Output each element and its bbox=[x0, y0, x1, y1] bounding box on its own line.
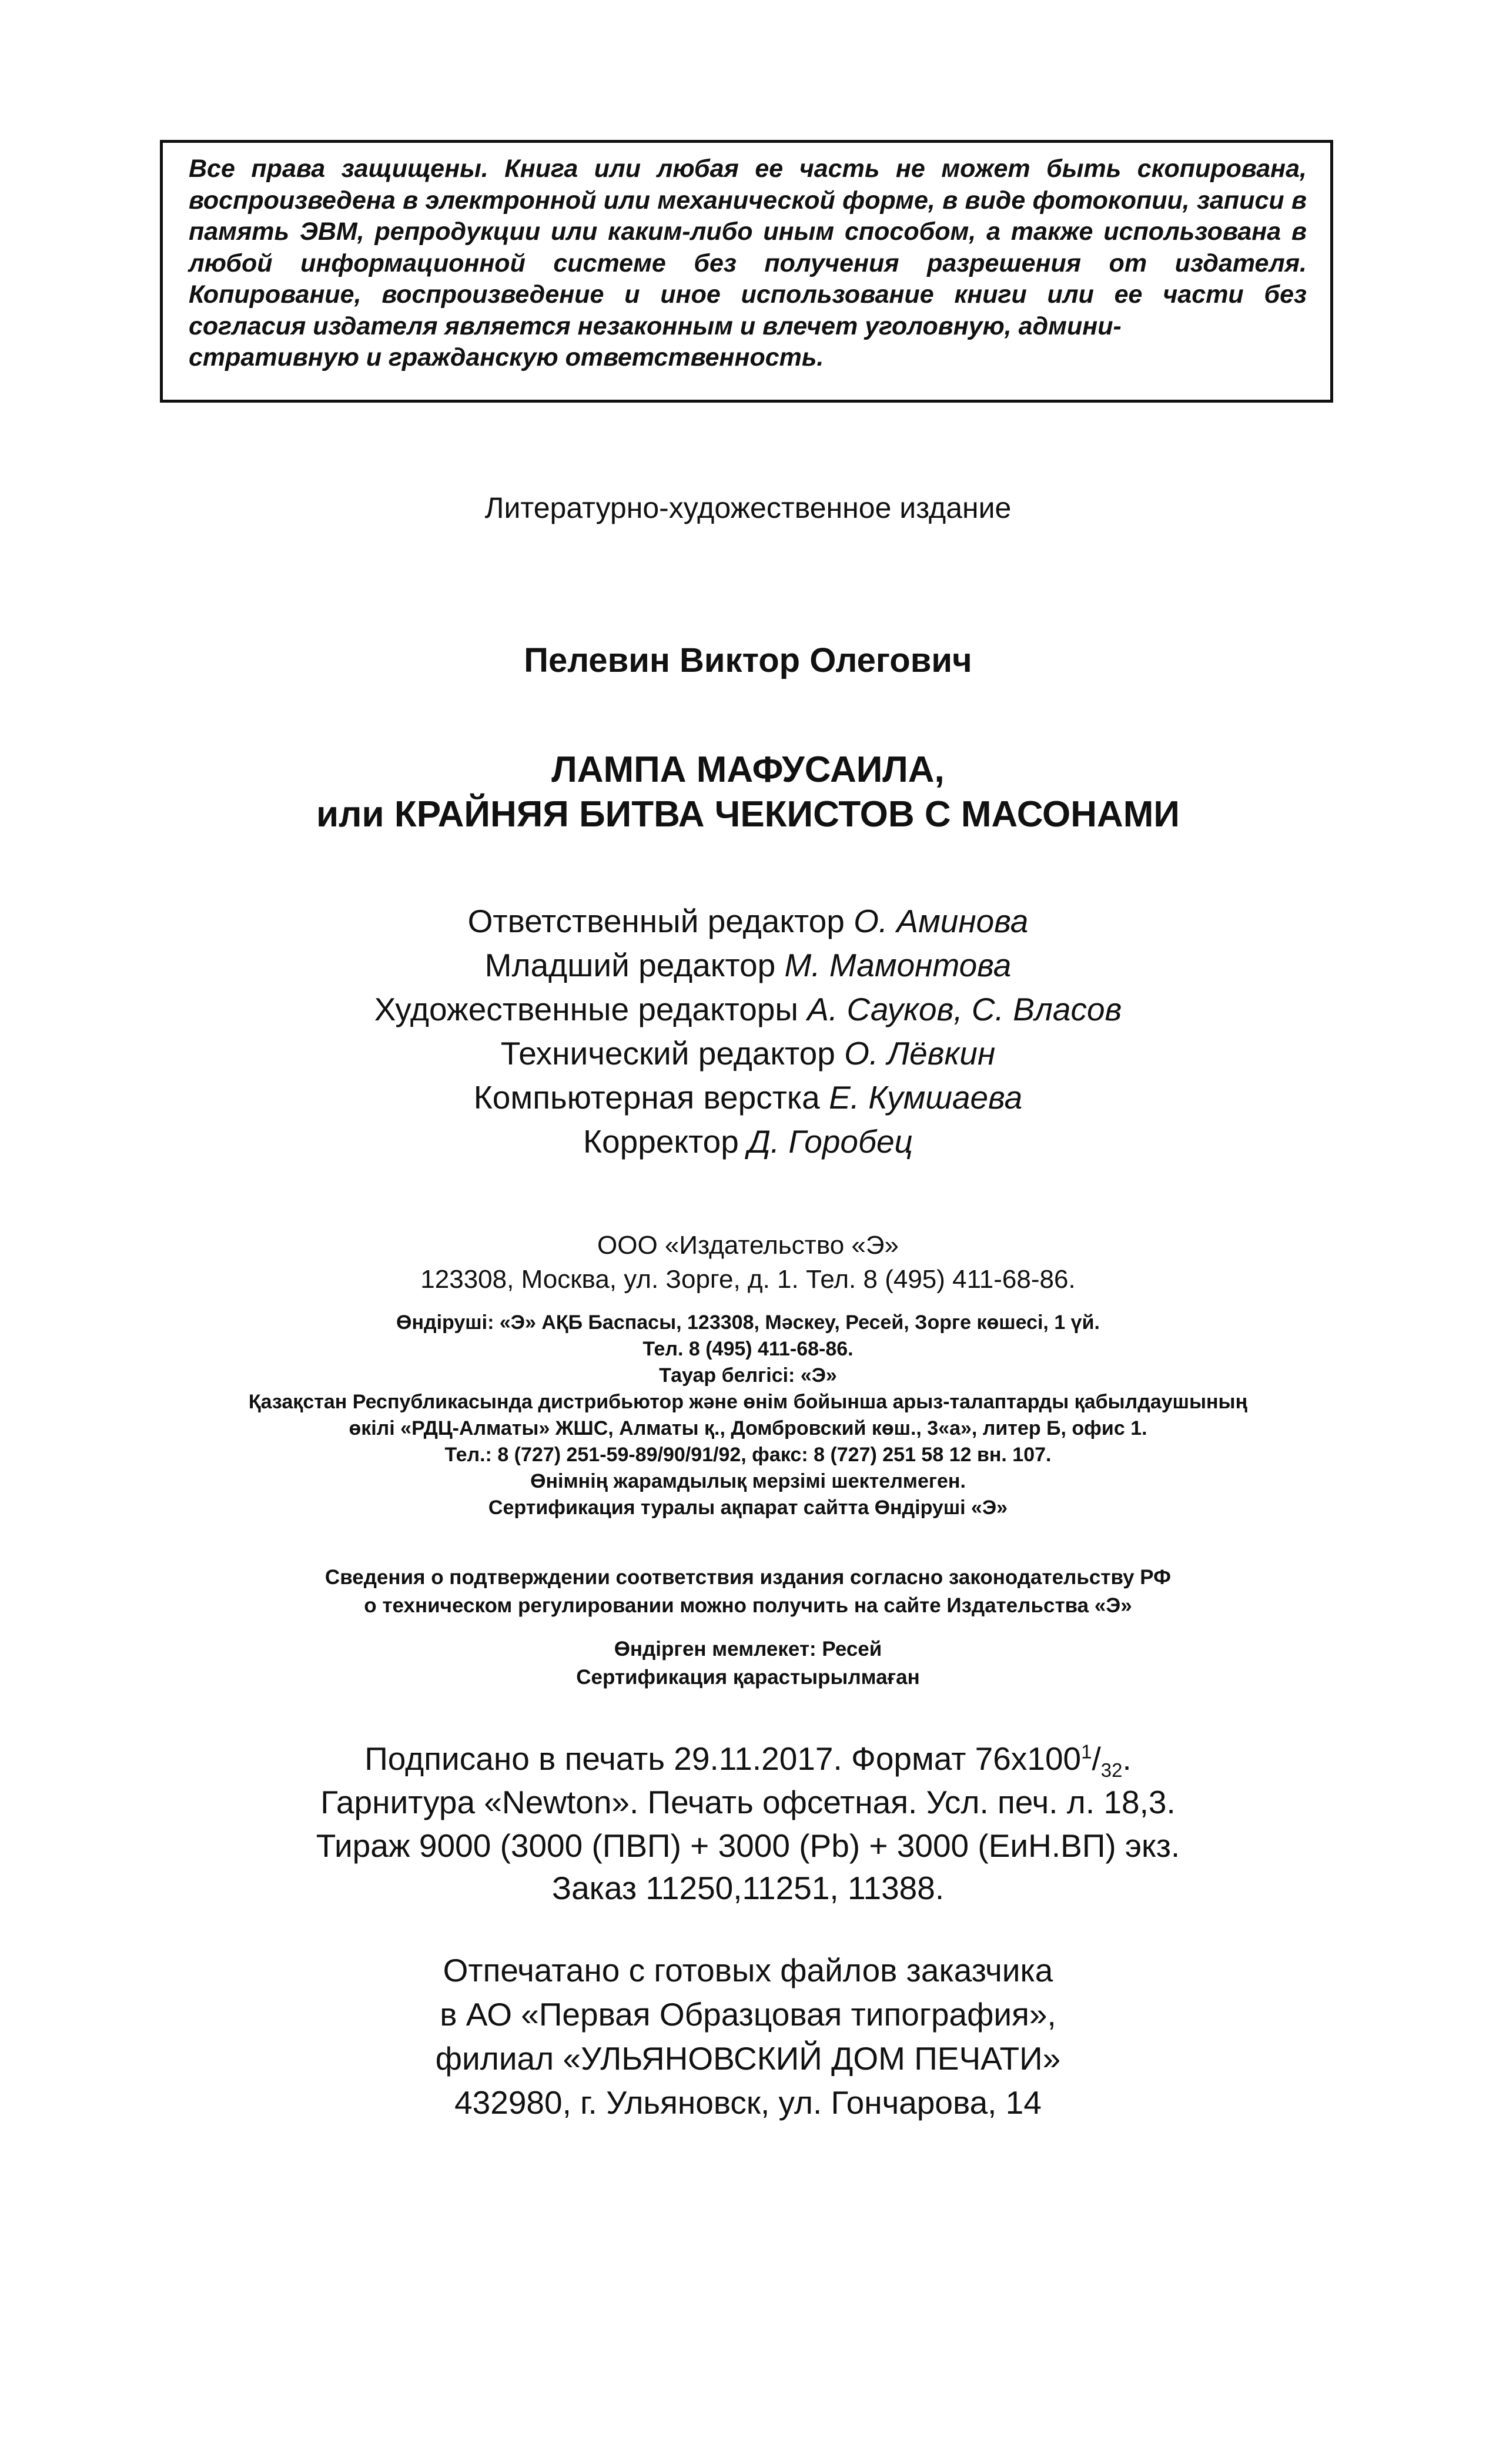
credit-line bbox=[0, 1076, 1496, 1120]
credit-line bbox=[0, 943, 1496, 987]
copyright-line: стративную и гражданскую ответственность. bbox=[189, 343, 824, 371]
kz-line: Сертификация туралы ақпарат сайтта Өндіруші «Э» bbox=[488, 1497, 1008, 1519]
credit-role: Корректор bbox=[583, 1123, 748, 1160]
kazakh-publisher-info bbox=[0, 1310, 1496, 1521]
format-fraction-denominator: 32 bbox=[1100, 1759, 1123, 1781]
credit-line bbox=[0, 1120, 1496, 1164]
print-details-line: Тираж 9000 (3000 (ПВП) + 3000 (Pb) + 3000 (ЕиН.ВП) экз. bbox=[316, 1827, 1180, 1864]
edition-type: Литературно-художественное издание bbox=[484, 491, 1012, 524]
signed-format-text: Подписано в печать 29.11.2017. Формат 76x100 bbox=[364, 1740, 1082, 1777]
publisher-info bbox=[0, 1228, 1496, 1297]
kz-line: өкілі «РДЦ-Алматы» ЖШС, Алматы қ., Домбровский көш., 3«а», литер Б, офис 1. bbox=[349, 1417, 1147, 1439]
order-number: Заказ 11250,11251, 11388. bbox=[551, 1870, 945, 1906]
credit-person: А. Сауков, С. Власов bbox=[807, 991, 1122, 1027]
certification-line: Сведения о подтверждении соответствия издания согласно законодательству РФ bbox=[324, 1566, 1172, 1589]
format-fraction-numerator: 1 bbox=[1081, 1740, 1092, 1763]
kz-line: Тел. 8 (495) 411-68-86. bbox=[642, 1338, 854, 1360]
format-fraction: $^1/_{32}$ bbox=[1081, 1740, 1123, 1781]
credit-role: Ответственный редактор bbox=[467, 903, 854, 939]
publisher-address: 123308, Москва, ул. Зорге, д. 1. Тел. 8 (495) 411-68-86. bbox=[420, 1265, 1076, 1294]
book-title-line: или КРАЙНЯЯ БИТВА ЧЕКИСТОВ С МАСОНАМИ bbox=[316, 794, 1180, 835]
author-name: Пелевин Виктор Олегович bbox=[524, 641, 972, 679]
credit-person: О. Лёвкин bbox=[844, 1035, 996, 1072]
credit-line bbox=[0, 1032, 1496, 1076]
producer-country bbox=[0, 1635, 1496, 1692]
copyright-line: издателя. Копирование, воспроизведение и иное использование книги или ее bbox=[189, 249, 1307, 309]
credit-line bbox=[0, 899, 1496, 943]
kz-line: Тауар белгісі: «Э» bbox=[659, 1364, 837, 1387]
print-details-line: Гарнитура «Newton». Печать офсетная. Усл. печ. л. 18,3. bbox=[320, 1784, 1176, 1820]
printer-line: 432980, г. Ульяновск, ул. Гончарова, 14 bbox=[454, 2084, 1042, 2121]
printer-line: филиал «УЛЬЯНОВСКИЙ ДОМ ПЕЧАТИ» bbox=[435, 2040, 1061, 2077]
printer-line: в АО «Первая Образцовая типография», bbox=[440, 1996, 1056, 2033]
print-details bbox=[0, 1737, 1496, 1867]
print-details-line bbox=[0, 1737, 1496, 1780]
producer-country-line: Сертификация қарастырылмаған bbox=[576, 1666, 920, 1689]
format-suffix: . bbox=[1122, 1740, 1132, 1777]
copyright-line: воспроизведена в электронной или механической форме, в виде фотокопии, bbox=[189, 186, 1197, 215]
kz-line: Тел.: 8 (727) 251-59-89/90/91/92, факс: 8 (727) 251 58 12 вн. 107. bbox=[444, 1444, 1052, 1466]
copyright-line: записи в память ЭВМ, репродукции или каким-либо иным способом, а также bbox=[189, 186, 1307, 246]
credit-role: Компьютерная верстка bbox=[473, 1079, 829, 1116]
copyright-line: части без согласия издателя является незаконным и влечет уголовную, админи- bbox=[189, 280, 1307, 340]
kz-line: Қазақстан Республикасында дистрибьютор және өнім бойынша арыз-талаптарды қабылдаушының bbox=[248, 1391, 1248, 1413]
credit-role: Художественные редакторы bbox=[374, 991, 808, 1027]
book-title bbox=[0, 748, 1496, 837]
kz-line: Өндіруші: «Э» АҚБ Баспасы, 123308, Мәскеу, Ресей, Зорге көшесі, 1 үй. bbox=[396, 1311, 1100, 1334]
printer-info bbox=[0, 1949, 1496, 2125]
certification-note bbox=[0, 1564, 1496, 1620]
copyright-line: Все права защищены. Книга или любая ее часть не может быть скопирована, bbox=[189, 155, 1307, 183]
credit-role: Младший редактор bbox=[484, 947, 785, 983]
printer-line: Отпечатано с готовых файлов заказчика bbox=[443, 1952, 1053, 1988]
publisher-name: ООО «Издательство «Э» bbox=[597, 1231, 899, 1260]
copyright-notice-box bbox=[160, 140, 1333, 403]
credit-person: Д. Горобец bbox=[748, 1123, 913, 1160]
editorial-credits bbox=[0, 899, 1496, 1164]
book-title-line: ЛАМПА МАФУСАИЛА, bbox=[551, 749, 945, 790]
kz-line: Өнімнің жарамдылық мерзімі шектелмеген. bbox=[530, 1470, 966, 1492]
credit-person: М. Мамонтова bbox=[784, 947, 1012, 983]
credit-person: О. Аминова bbox=[854, 903, 1029, 939]
credit-person: Е. Кумшаева bbox=[829, 1079, 1023, 1116]
certification-line: о техническом регулировании можно получить на сайте Издательства «Э» bbox=[364, 1594, 1132, 1617]
copyright-line: использована в любой информационной системе без получения разрешения от bbox=[189, 217, 1307, 277]
producer-country-line: Өндірген мемлекет: Ресей bbox=[614, 1638, 882, 1660]
credit-role: Технический редактор bbox=[500, 1035, 845, 1072]
credit-line bbox=[0, 987, 1496, 1032]
